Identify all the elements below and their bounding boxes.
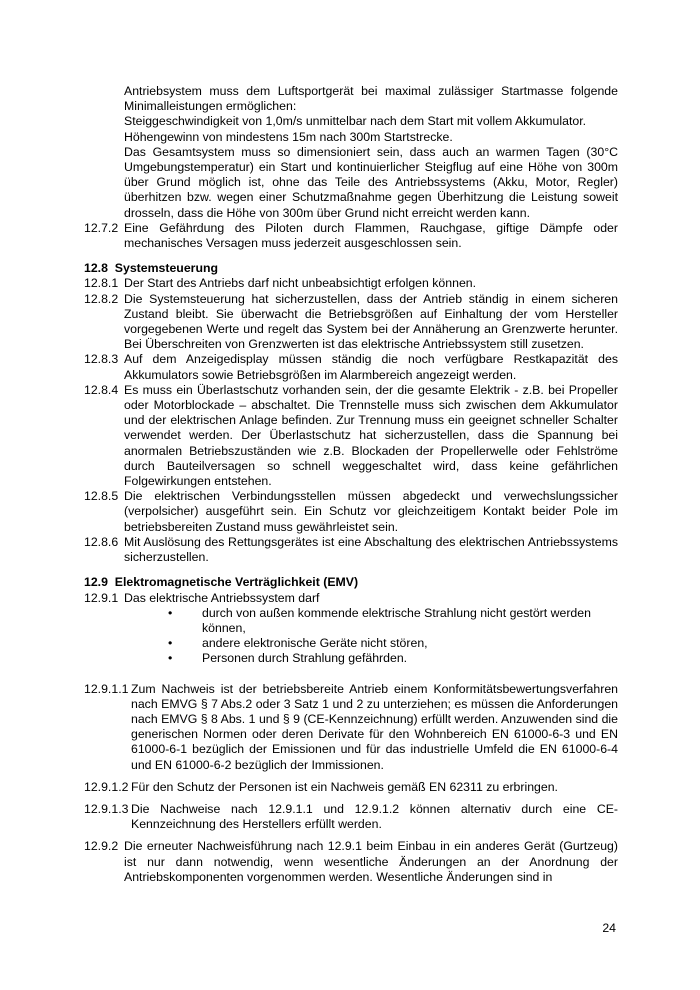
list-item-text: Personen durch Strahlung gefährden.	[202, 651, 408, 666]
section-text: Zum Nachweis ist der betriebsbereite Antrieb einem Konformitätsbewertungsverfahren nach EMVG § 7 Abs.2 oder 3 Satz 1 und 2 zu unterziehen; es müssen die Anforderungen nach EMVG § 8 Abs. 1 und § 9 (CE-Kennzeichnung) erfüllt werden. Anzuwenden sind die generischen Normen oder deren Derivate für den Wohnbereich EN 61000-6-3 und EN 61000-6-1 bezüglich der Emissionen und für das industrielle Umfeld die EN 61000-6-4 und EN 61000-6-2 bezüglich der Immissionen.	[131, 681, 618, 772]
section-number: 12.8.6	[84, 534, 119, 549]
heading-number: 12.9	[84, 575, 108, 590]
bullet-icon: •	[168, 651, 173, 666]
section-text: Das elektrische Antriebssystem darf	[124, 590, 320, 605]
bullet-list	[84, 606, 618, 667]
section-number: 12.8.2	[84, 291, 119, 306]
section-number: 12.9.1.3	[84, 801, 129, 816]
section-text: Der Start des Antriebs darf nicht unbeabsichtigt erfolgen können.	[124, 276, 477, 291]
heading-12-8	[84, 261, 618, 276]
section-12-8-1	[84, 276, 618, 291]
page-number: 24	[602, 921, 616, 935]
section-text: Für den Schutz der Personen ist ein Nachweis gemäß EN 62311 zu erbringen.	[131, 779, 558, 794]
section-number: 12.8.3	[84, 352, 119, 367]
section-text: Die Nachweise nach 12.9.1.1 und 12.9.1.2 können alternativ durch eine CE-Kennzeichnung des Herstellers erfüllt werden.	[131, 801, 618, 832]
intro-block	[84, 84, 618, 221]
section-12-9-2	[84, 839, 618, 885]
intro-paragraph: Steiggeschwindigkeit von 1,0m/s unmittelbar nach dem Start mit vollem Akkumulator.	[124, 114, 587, 129]
intro-paragraph: Das Gesamtsystem muss so dimensioniert sein, dass auch an warmen Tagen (30°C Umgebungstemperatur) ein Start und kontinuierlicher Steigflug auf eine Höhe von 300m über Grund möglich ist, ohne das Teile des Antriebssystems (Akku, Motor, Regler) überhitzen bzw. wegen einer Schutzmaßnahme gegen Überhitzung die Leistung soweit drosseln, dass die Höhe von 300m über Grund nicht erreicht werden kann.	[124, 144, 618, 220]
section-12-8-6	[84, 535, 618, 565]
heading-title: Elektromagnetische Verträglichkeit (EMV)	[114, 575, 359, 590]
section-text: Mit Auslösung des Rettungsgerätes ist eine Abschaltung des elektrischen Antriebssystems sicherzustellen.	[124, 534, 618, 565]
section-number: 12.9.2	[84, 839, 119, 854]
list-item-text: andere elektronische Geräte nicht stören,	[202, 636, 428, 651]
section-12-9-1	[84, 591, 618, 606]
section-number: 12.9.1.2	[84, 779, 129, 794]
section-text: Eine Gefährdung des Piloten durch Flammen, Rauchgase, giftige Dämpfe oder mechanisches Versagen muss jederzeit ausgeschlossen sein.	[124, 220, 618, 251]
bullet-icon: •	[168, 605, 173, 620]
section-12-9-1-1	[84, 682, 618, 773]
section-text: Die elektrischen Verbindungsstellen müssen abgedeckt und verwechslungssicher (verpolsicher) ausgeführt sein. Ein Schutz vor gleichzeitigem Kontakt beider Pole im betriebsbereiten Zustand muss gewährleistet sein.	[124, 489, 618, 534]
section-12-8-5	[84, 489, 618, 535]
section-12-8-4	[84, 383, 618, 489]
document-page	[84, 84, 618, 885]
section-number: 12.9.1.1	[84, 681, 129, 696]
section-number: 12.8.4	[84, 382, 119, 397]
section-text: Die erneuter Nachweisführung nach 12.9.1 beim Einbau in ein anderes Gerät (Gurtzeug) ist nur dann notwendig, wenn wesentliche Änderungen an der Anordnung der Antriebskomponenten vorgenommen werden. Wesentliche Änderungen sind in	[124, 839, 618, 884]
section-12-8-2	[84, 292, 618, 353]
section-number: 12.7.2	[84, 220, 119, 235]
section-text: Es muss ein Überlastschutz vorhanden sein, der die gesamte Elektrik - z.B. bei Propeller oder Motorblockade – abschaltet. Die Trennstelle muss sich zwischen dem Akkumulator und der elektrischen Anlage befinden. Zur Trennung muss ein geeignet schneller Schalter verwendet werden. Der Überlastschutz hat sicherzustellen, dass die Spannung bei anormalen Betriebszuständen wie z.B. Blockaden der Propellerwelle oder Fehlströme durch Bauteilversagen so schnell weggeschaltet wird, dass keine gefährlichen Folgewirkungen entstehen.	[124, 382, 618, 489]
list-item	[84, 606, 618, 636]
intro-paragraph: Antriebsystem muss dem Luftsportgerät bei maximal zulässiger Startmasse folgende Minimalleistungen ermöglichen:	[124, 84, 618, 114]
section-12-9-1-2	[84, 780, 618, 795]
section-number: 12.9.1	[84, 590, 119, 605]
section-number: 12.8.5	[84, 489, 119, 504]
section-text: Auf dem Anzeigedisplay müssen ständig die noch verfügbare Restkapazität des Akkumulators sowie Betriebsgrößen im Alarmbereich angezeigt werden.	[124, 352, 618, 382]
list-item	[84, 636, 618, 651]
list-item-text: durch von außen kommende elektrische Strahlung nicht gestört werden können,	[202, 605, 591, 635]
section-12-8-3	[84, 352, 618, 382]
section-12-9-1-3	[84, 802, 618, 832]
heading-12-9	[84, 575, 618, 590]
heading-number: 12.8	[84, 261, 108, 276]
list-item	[84, 651, 618, 666]
section-number: 12.8.1	[84, 276, 119, 291]
bullet-icon: •	[168, 636, 173, 651]
intro-paragraph: Höhengewinn von mindestens 15m nach 300m Startstrecke.	[124, 129, 453, 144]
section-12-7-2	[84, 221, 618, 251]
heading-title: Systemsteuerung	[114, 261, 218, 276]
section-text: Die Systemsteuerung hat sicherzustellen, dass der Antrieb ständig in einem sicheren Zustand bleibt. Sie überwacht die Betriebsgrößen auf Einhaltung der vom Hersteller vorgegebenen Werte und regelt das System bei der Annäherung an Grenzwerte herunter. Bei Überschreiten von Grenzwerten ist das elektrische Antriebssystem still zusetzen.	[124, 291, 618, 352]
